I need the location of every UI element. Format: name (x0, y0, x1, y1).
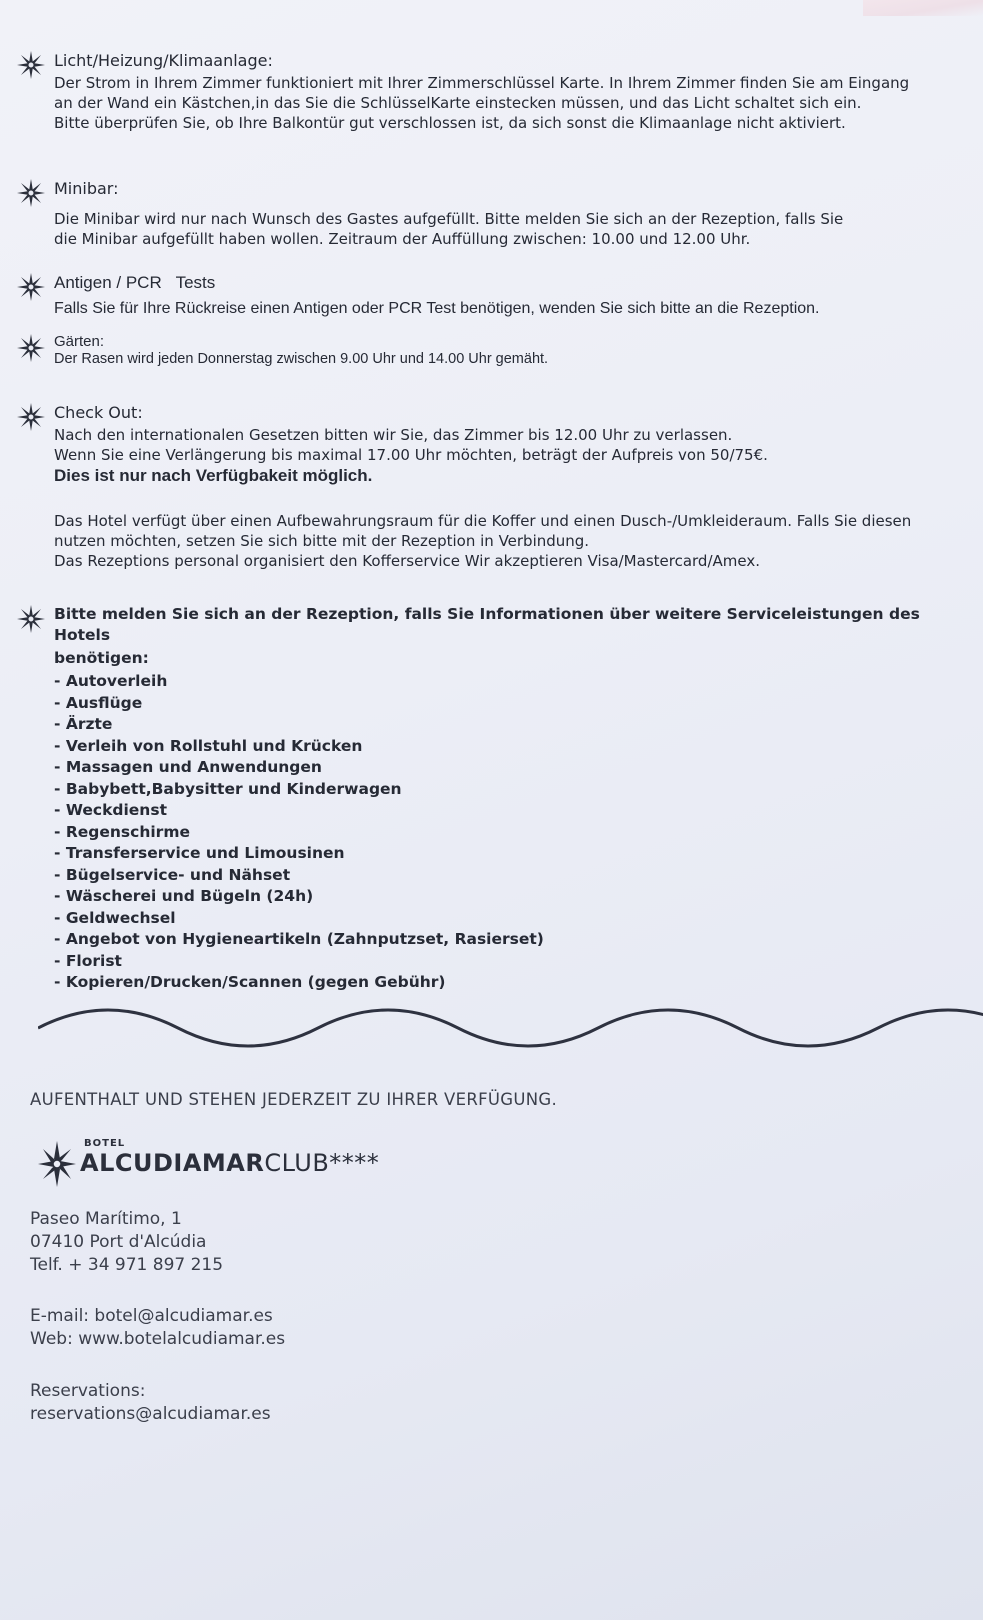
address-line: Paseo Marítimo, 1 (30, 1209, 182, 1229)
list-item: - Weckdienst (54, 801, 167, 819)
section-light-heating (16, 50, 953, 133)
section-line: Der Strom in Ihrem Zimmer funktioniert mit Ihrer Zimmerschlüssel Karte. In Ihrem Zimmer finden Sie am Eingang (54, 74, 910, 92)
list-item: - Regenschirme (54, 822, 190, 841)
logo-main-text: ALCUDIAMAR (80, 1149, 265, 1177)
list-item: - Autoverleih (54, 672, 168, 690)
list-item: - Wäscherei und Bügeln (24h) (54, 887, 314, 905)
list-item: - Babybett,Babysitter und Kinderwagen (54, 779, 402, 798)
wind-rose-icon (16, 333, 46, 363)
section-line: an der Wand ein Kästchen,in das Sie die SchlüsselKarte einstecken müssen, und das Licht schaltet sich ein. (54, 94, 862, 112)
reservations-email: reservations@alcudiamar.es (30, 1404, 271, 1424)
section-title: Licht/Heizung/Klimaanlage: (54, 51, 273, 70)
list-item: - Bügelservice- und Nähset (54, 865, 291, 884)
section-title: Gärten: (54, 333, 105, 350)
wind-rose-icon (16, 50, 46, 80)
address-line: 07410 Port d'Alcúdia (30, 1232, 207, 1252)
section-antigen-pcr (16, 272, 953, 319)
section-line: Der Rasen wird jeden Donnerstag zwischen 9.00 Uhr und 14.00 Uhr gemäht. (54, 351, 549, 367)
list-item: - Verleih von Rollstuhl und Krücken (54, 736, 363, 755)
services-list (54, 671, 953, 994)
list-item: - Massagen und Anwendungen (54, 758, 322, 776)
list-item: - Ausflüge (54, 693, 143, 712)
section-gardens (16, 333, 953, 368)
web-address: Web: www.botelalcudiamar.es (30, 1329, 286, 1349)
wind-rose-icon (16, 402, 46, 432)
logo-small-text: BOTEL (84, 1138, 126, 1149)
section-line: Falls Sie für Ihre Rückreise einen Antigen oder PCR Test benötigen, wenden Sie sich bitte an die Rezeption. (54, 300, 820, 317)
list-item: - Angebot von Hygieneartikeln (Zahnputzset, Rasierset) (54, 930, 544, 948)
logo-club-text: CLUB**** (264, 1149, 380, 1177)
list-item: - Geldwechsel (54, 908, 176, 927)
section-title: Check Out: (54, 403, 143, 422)
section-line: Wenn Sie eine Verlängerung bis maximal 17.00 Uhr möchten, beträgt der Aufpreis von 50/75€. (54, 446, 768, 464)
contact-block (30, 1305, 943, 1351)
list-item: - Florist (54, 951, 122, 970)
section-line: Die Minibar wird nur nach Wunsch des Gastes aufgefüllt. Bitte melden Sie sich an der Rezeption, falls Sie (54, 210, 844, 228)
logo-icon (36, 1139, 78, 1189)
section-minibar (16, 178, 953, 249)
list-item: - Ärzte (54, 715, 113, 733)
section-line: die Minibar aufgefüllt haben wollen. Zeitraum der Auffüllung zwischen: 10.00 und 12.00 Uhr. (54, 230, 751, 248)
wind-rose-icon (16, 604, 46, 634)
list-item: - Transferservice und Limousinen (54, 844, 345, 862)
footer-tagline: AUFENTHALT UND STEHEN JEDERZEIT ZU IHRER VERFÜGUNG. (30, 1090, 557, 1109)
reservations-block (30, 1380, 943, 1426)
section-title: Bitte melden Sie sich an der Rezeption, falls Sie Informationen über weitere Serviceleistungen des Hotels (54, 605, 920, 644)
wind-rose-icon (16, 272, 46, 302)
address-block (30, 1208, 943, 1277)
section-check-out (16, 402, 953, 571)
section-services (16, 604, 953, 994)
section-line: Das Hotel verfügt über einen Aufbewahrungsraum für die Koffer und einen Dusch-/Umkleideraum. Falls Sie diesen (54, 512, 912, 530)
section-line: Bitte überprüfen Sie, ob Ihre Balkontür gut verschlossen ist, da sich sonst die Klimaanlage nicht aktiviert. (54, 114, 846, 132)
section-title: Minibar: (54, 179, 119, 198)
wave-divider (38, 1000, 983, 1050)
hotel-logo (36, 1135, 380, 1195)
phone-number: Telf. + 34 971 897 215 (30, 1255, 224, 1275)
email-address: E-mail: botel@alcudiamar.es (30, 1306, 273, 1326)
section-title: Antigen / PCR Tests (54, 273, 216, 292)
availability-note: Dies ist nur nach Verfügbakeit möglich. (54, 466, 373, 485)
reservations-label: Reservations: (30, 1381, 146, 1401)
list-item: - Kopieren/Drucken/Scannen (gegen Gebühr) (54, 973, 446, 991)
section-line: nutzen möchten, setzen Sie sich bitte mit der Rezeption in Verbindung. (54, 532, 590, 550)
logo-name (80, 1149, 379, 1177)
section-line: Nach den internationalen Gesetzen bitten wir Sie, das Zimmer bis 12.00 Uhr zu verlassen. (54, 426, 733, 444)
section-title-continued: benötigen: (54, 649, 149, 667)
section-line: Das Rezeptions personal organisiert den Kofferservice Wir akzeptieren Visa/Mastercard/Amex. (54, 552, 760, 570)
wind-rose-icon (16, 178, 46, 208)
